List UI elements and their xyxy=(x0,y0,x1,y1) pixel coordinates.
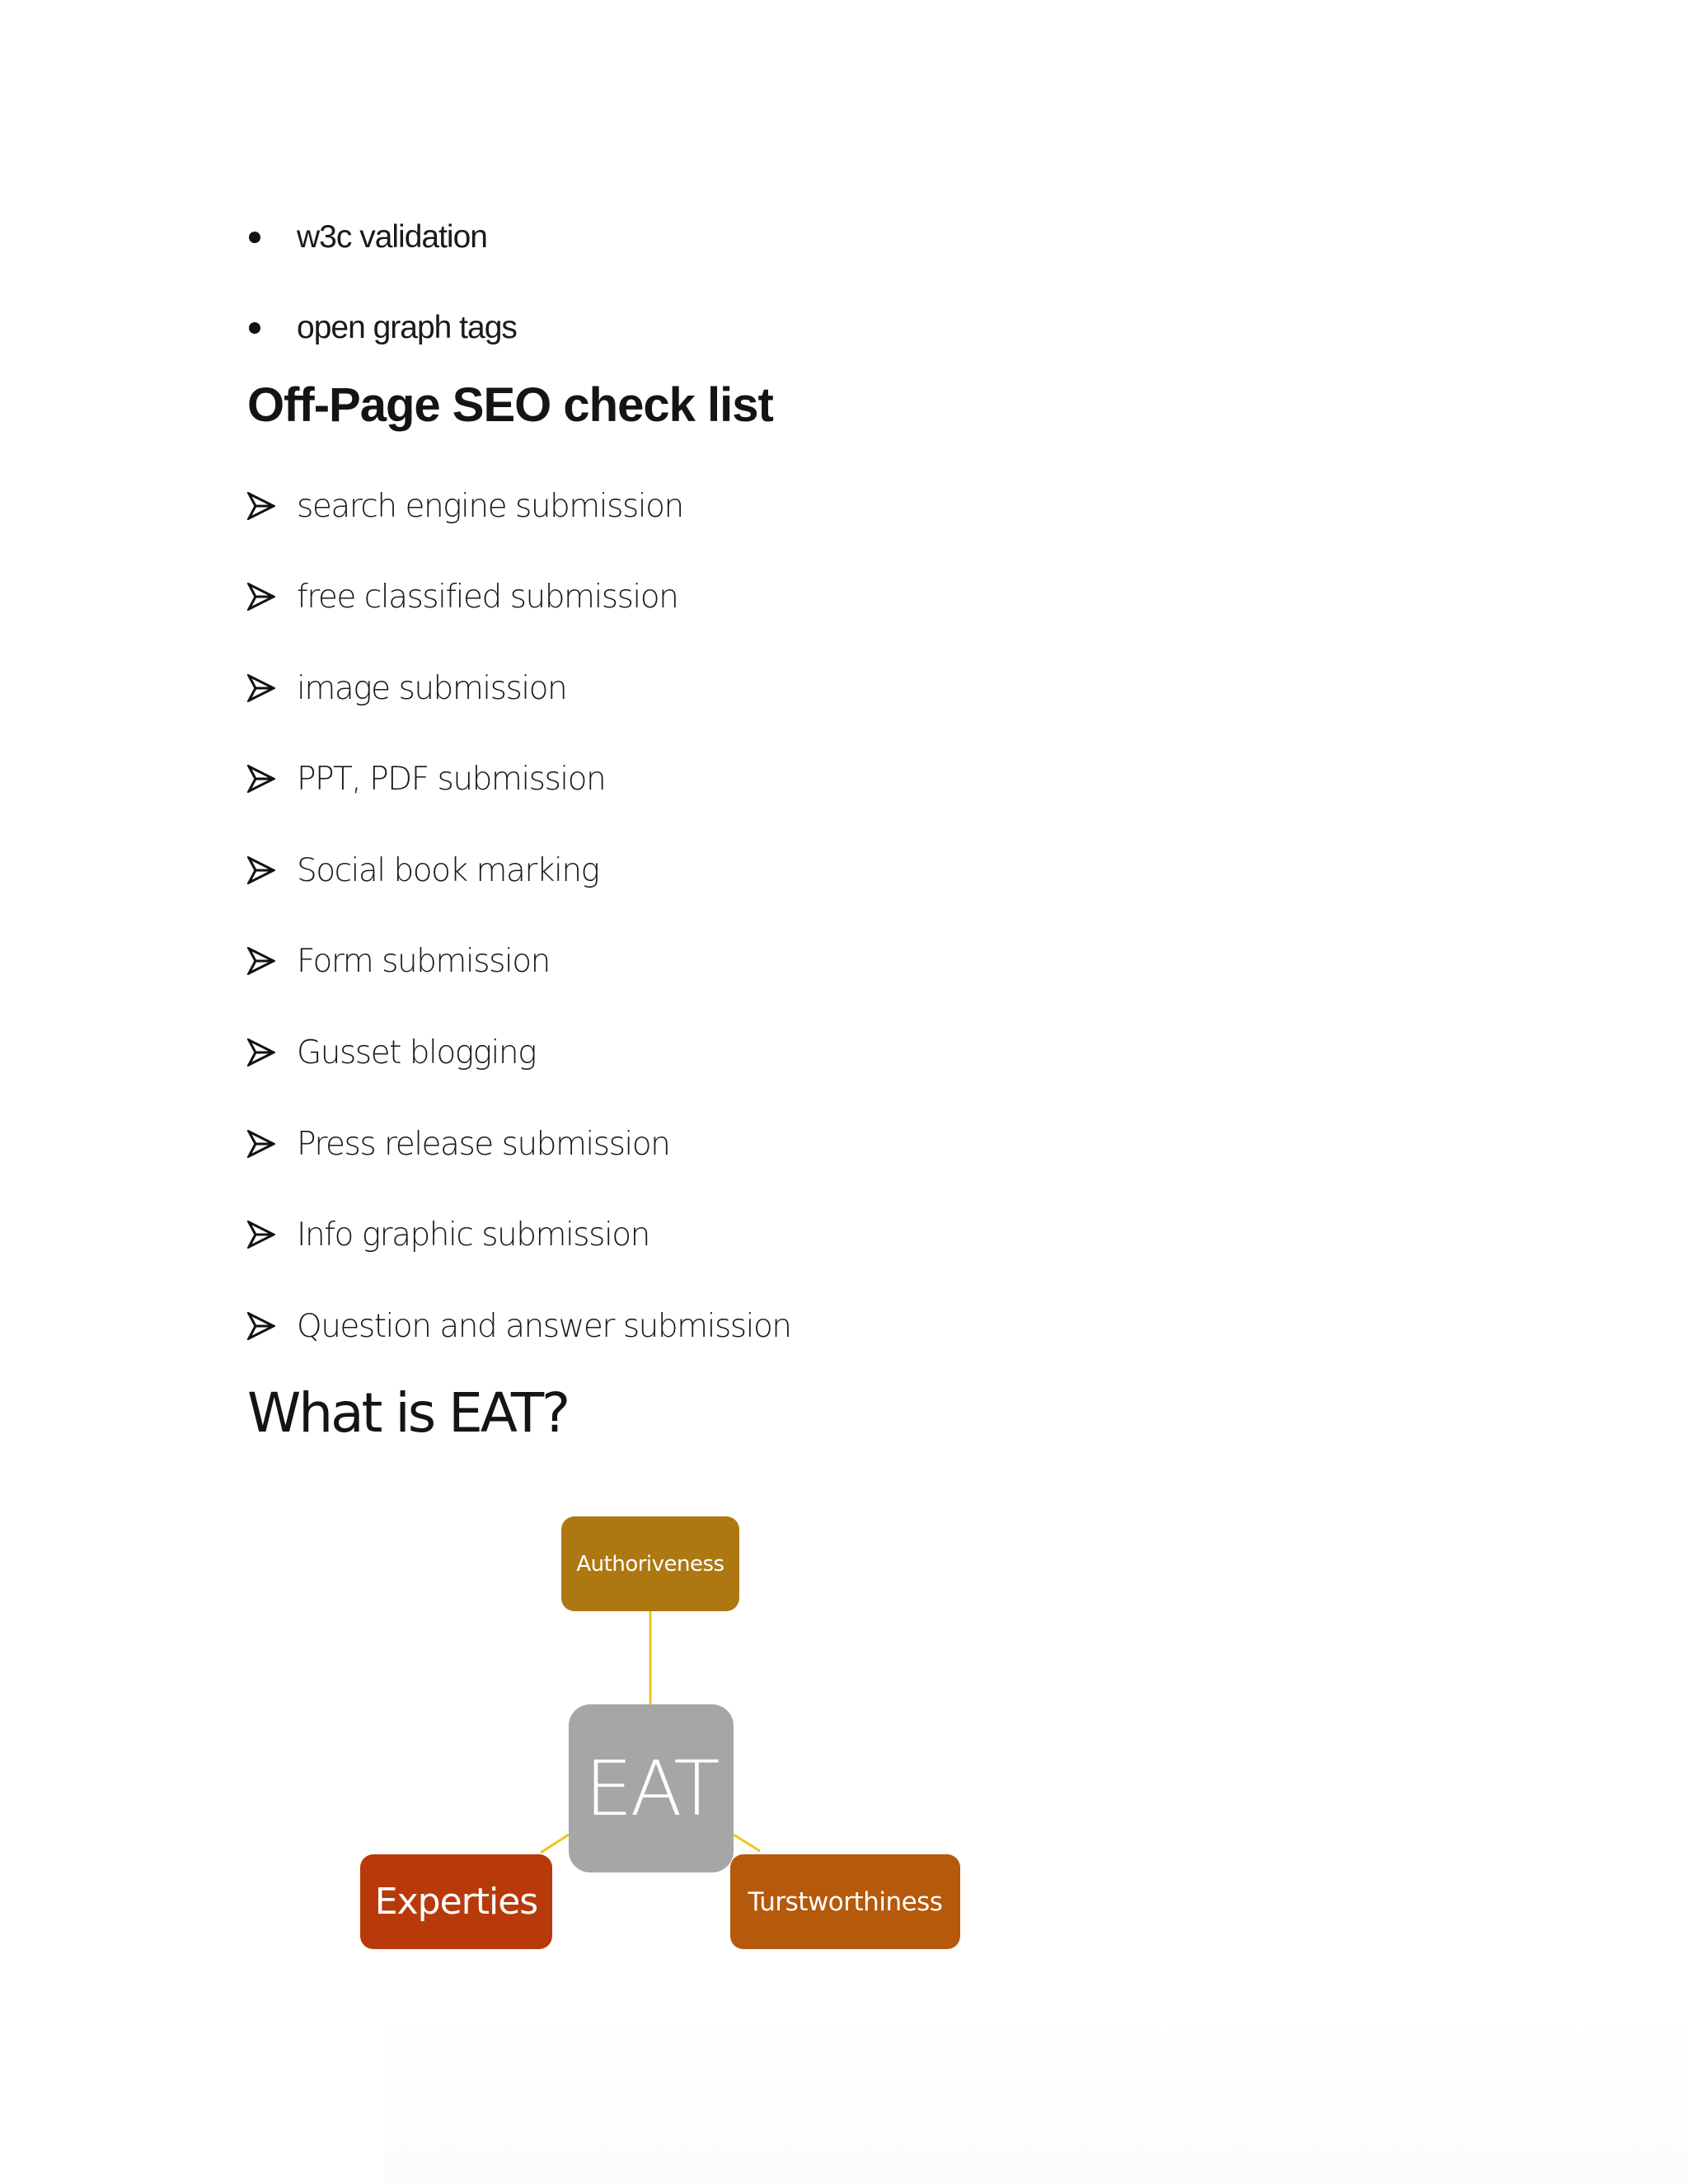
checklist-item-text: Question and answer submission xyxy=(297,1307,791,1345)
node-label: Turstworthiness xyxy=(748,1886,943,1917)
checklist-item-text: Info graphic submission xyxy=(297,1216,649,1254)
node-label: EAT xyxy=(584,1744,718,1833)
list-item-text: w3c validation xyxy=(297,219,487,255)
section-heading-offpage: Off-Page SEO check list xyxy=(247,378,773,432)
checklist-item-text: Social book marking xyxy=(297,851,599,889)
connector-line xyxy=(734,1835,760,1851)
list-item-text: open graph tags xyxy=(297,310,517,345)
diagram-node-experties xyxy=(360,1854,552,1949)
diagram-center-eat xyxy=(569,1704,734,1872)
checklist-item-text: PPT, PDF submission xyxy=(297,760,606,798)
checklist-item-text: search engine submission xyxy=(297,487,683,525)
checklist-item-text: Form submission xyxy=(297,942,550,980)
section-heading-eat: What is EAT? xyxy=(247,1381,569,1445)
diagram-node-turstworthiness xyxy=(730,1854,960,1949)
checklist-item-text: free classified submission xyxy=(297,578,678,616)
node-label: Experties xyxy=(374,1881,538,1923)
connector-line xyxy=(541,1835,569,1853)
diagram-node-authoriveness xyxy=(561,1516,739,1611)
node-label: Authoriveness xyxy=(576,1551,724,1577)
checklist-item-text: Gusset blogging xyxy=(297,1033,536,1071)
checklist-item-text: image submission xyxy=(297,669,567,707)
checklist-item-text: Press release submission xyxy=(297,1125,670,1163)
